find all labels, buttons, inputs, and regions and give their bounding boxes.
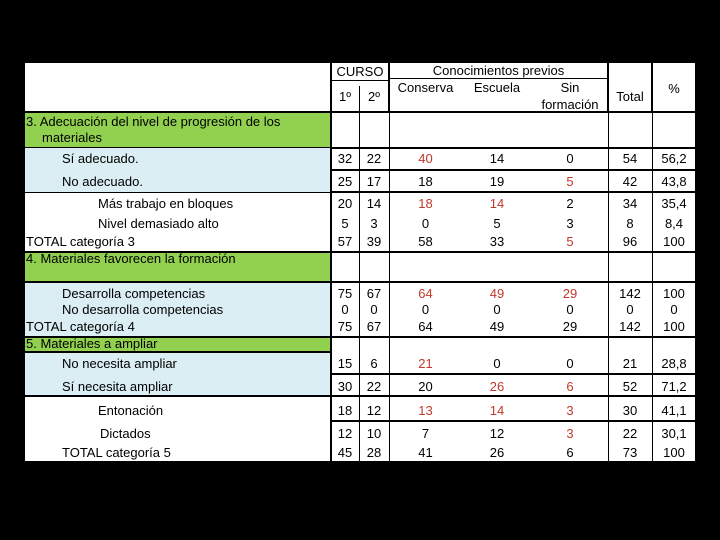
cell-si-adecuado-0: 32	[337, 151, 353, 166]
cell-no-necesita-6: 28,8	[661, 356, 687, 371]
label-total3: TOTAL categoría 3	[26, 234, 135, 249]
cell-total3-5: 96	[622, 234, 638, 249]
cell-si-adecuado-1: 22	[366, 151, 382, 166]
cell-si-necesita-6: 71,2	[661, 379, 687, 394]
conserva-header: Conserva	[397, 80, 454, 95]
cell-dictados-0: 12	[337, 426, 353, 441]
cell-no-necesita-2: 21	[418, 356, 433, 371]
cell-nivel-alto-4: 3	[566, 216, 574, 231]
cell-total3-6: 100	[663, 234, 685, 249]
label-entonacion: Entonación	[98, 403, 164, 418]
cell-entonacion-3: 14	[489, 403, 505, 418]
cell-entonacion-4: 3	[566, 403, 574, 418]
cell-dictados-3: 12	[489, 426, 505, 441]
col-sep-4	[652, 62, 653, 462]
cell-no-necesita-4: 0	[566, 356, 574, 371]
cell-si-necesita-5: 52	[622, 379, 638, 394]
cell-si-necesita-2: 20	[418, 379, 433, 394]
label-no-desarrolla: No desarrolla competencias	[62, 302, 224, 317]
escuela-header: Escuela	[473, 80, 521, 95]
cell-total4-4: 29	[562, 319, 578, 334]
cell-dictados-5: 22	[622, 426, 638, 441]
cell-entonacion-6: 41,1	[661, 403, 687, 418]
cell-si-adecuado-6: 56,2	[661, 151, 687, 166]
header-label-cell	[24, 62, 331, 112]
cell-nivel-alto-6: 8,4	[664, 216, 684, 231]
cell-total3-3: 33	[489, 234, 505, 249]
label-si-adecuado: Sí adecuado.	[62, 151, 139, 166]
col-2-header: 2º	[368, 89, 380, 104]
section3-title-cont: materiales	[42, 130, 102, 145]
cell-entonacion-5: 30	[622, 403, 638, 418]
total-head-cell	[608, 62, 652, 112]
label-mas-trabajo: Más trabajo en bloques	[98, 196, 234, 211]
cell-total3-0: 57	[337, 234, 353, 249]
cell-nivel-alto-0: 5	[341, 216, 349, 231]
s3-blank-row	[331, 112, 696, 148]
cell-desarrolla-3: 49	[489, 286, 505, 301]
cell-si-necesita-0: 30	[337, 379, 353, 394]
cell-nivel-alto-3: 5	[493, 216, 501, 231]
cell-mas-trabajo-1: 14	[366, 196, 382, 211]
cell-total5-3: 26	[489, 445, 505, 460]
cell-si-necesita-1: 22	[366, 379, 382, 394]
cell-total5-1: 28	[366, 445, 382, 460]
cell-desarrolla-1: 67	[366, 286, 382, 301]
cell-total5-0: 45	[337, 445, 353, 460]
cell-total4-3: 49	[489, 319, 505, 334]
cell-total5-4: 6	[566, 445, 574, 460]
cell-no-desarrolla-5: 0	[626, 302, 634, 317]
section5-title: 5. Materiales a ampliar	[26, 336, 158, 351]
cell-mas-trabajo-0: 20	[337, 196, 353, 211]
cell-desarrolla-2: 64	[418, 286, 433, 301]
cell-total4-0: 75	[337, 319, 353, 334]
cell-nivel-alto-2: 0	[421, 216, 430, 231]
label-total5: TOTAL categoría 5	[62, 445, 171, 460]
cell-desarrolla-4: 29	[562, 286, 578, 301]
pct-header: %	[668, 81, 680, 96]
cell-si-adecuado-4: 0	[566, 151, 574, 166]
cell-no-desarrolla-2: 0	[421, 302, 430, 317]
cell-total4-5: 142	[619, 319, 641, 334]
cell-entonacion-0: 18	[337, 403, 353, 418]
cell-no-necesita-3: 0	[493, 356, 501, 371]
label-nivel-alto: Nivel demasiado alto	[98, 216, 219, 231]
label-dictados: Dictados	[100, 426, 151, 441]
cell-si-adecuado-2: 40	[418, 151, 433, 166]
cell-no-necesita-5: 21	[622, 356, 638, 371]
section3-title: 3. Adecuación del nivel de progresión de los	[26, 114, 281, 129]
curso-header: CURSO	[336, 64, 384, 79]
cell-entonacion-2: 13	[418, 403, 433, 418]
label-si-necesita: Sí necesita ampliar	[62, 379, 173, 394]
cell-mas-trabajo-6: 35,4	[661, 196, 687, 211]
cell-nivel-alto-5: 8	[626, 216, 634, 231]
label-total4: TOTAL categoría 4	[26, 319, 135, 334]
cell-total5-6: 100	[663, 445, 685, 460]
section4-title: 4. Materiales favorecen la formación	[26, 251, 236, 266]
cell-no-necesita-1: 6	[370, 356, 378, 371]
cell-dictados-4: 3	[566, 426, 574, 441]
cell-no-adecuado-1: 17	[366, 174, 382, 189]
cell-mas-trabajo-5: 34	[622, 196, 638, 211]
sin-header-line2: formación	[541, 97, 599, 112]
label-desarrolla: Desarrolla competencias	[62, 286, 206, 301]
cell-no-adecuado-0: 25	[337, 174, 353, 189]
curso-sub-line	[331, 80, 389, 81]
cell-nivel-alto-1: 3	[370, 216, 378, 231]
cell-mas-trabajo-2: 18	[418, 196, 433, 211]
sin-header-line1: Sin	[560, 80, 580, 95]
cell-no-adecuado-6: 43,8	[661, 174, 687, 189]
cell-no-adecuado-4: 5	[566, 174, 574, 189]
cell-entonacion-1: 12	[366, 403, 382, 418]
cell-si-adecuado-5: 54	[622, 151, 638, 166]
cell-total5-5: 73	[622, 445, 638, 460]
cell-total4-2: 64	[418, 319, 433, 334]
cell-mas-trabajo-3: 14	[489, 196, 505, 211]
cell-dictados-2: 7	[421, 426, 430, 441]
conocimientos-header: Conocimientos previos	[432, 63, 565, 78]
cell-no-adecuado-3: 19	[489, 174, 505, 189]
conoc-sub-line	[389, 78, 608, 79]
col-sep-3	[608, 62, 609, 462]
cell-no-adecuado-2: 18	[418, 174, 433, 189]
s4-blank-row	[331, 252, 696, 282]
cell-no-desarrolla-3: 0	[493, 302, 501, 317]
cell-no-desarrolla-4: 0	[566, 302, 574, 317]
cell-si-necesita-3: 26	[489, 379, 505, 394]
cell-mas-trabajo-4: 2	[566, 196, 574, 211]
cell-dictados-6: 30,1	[661, 426, 687, 441]
cell-no-necesita-0: 15	[337, 356, 353, 371]
label-no-necesita: No necesita ampliar	[62, 356, 177, 371]
cell-no-desarrolla-0: 0	[341, 302, 349, 317]
col-sep-2	[389, 62, 390, 462]
cell-dictados-1: 10	[366, 426, 382, 441]
cell-no-desarrolla-1: 0	[370, 302, 378, 317]
cell-total3-2: 58	[418, 234, 433, 249]
cell-total4-6: 100	[663, 319, 685, 334]
cell-desarrolla-0: 75	[337, 286, 353, 301]
cell-total3-1: 39	[366, 234, 382, 249]
cell-si-adecuado-3: 14	[489, 151, 505, 166]
cell-no-adecuado-5: 42	[622, 174, 638, 189]
cell-total4-1: 67	[366, 319, 382, 334]
cell-no-desarrolla-6: 0	[670, 302, 678, 317]
col-1-header: 1º	[339, 89, 351, 104]
cell-desarrolla-6: 100	[663, 286, 685, 301]
cell-total5-2: 41	[418, 445, 433, 460]
label-no-adecuado: No adecuado.	[62, 174, 143, 189]
cell-total3-4: 5	[566, 234, 574, 249]
total-header: Total	[616, 89, 644, 104]
cell-desarrolla-5: 142	[619, 286, 641, 301]
cell-si-necesita-4: 6	[566, 379, 574, 394]
